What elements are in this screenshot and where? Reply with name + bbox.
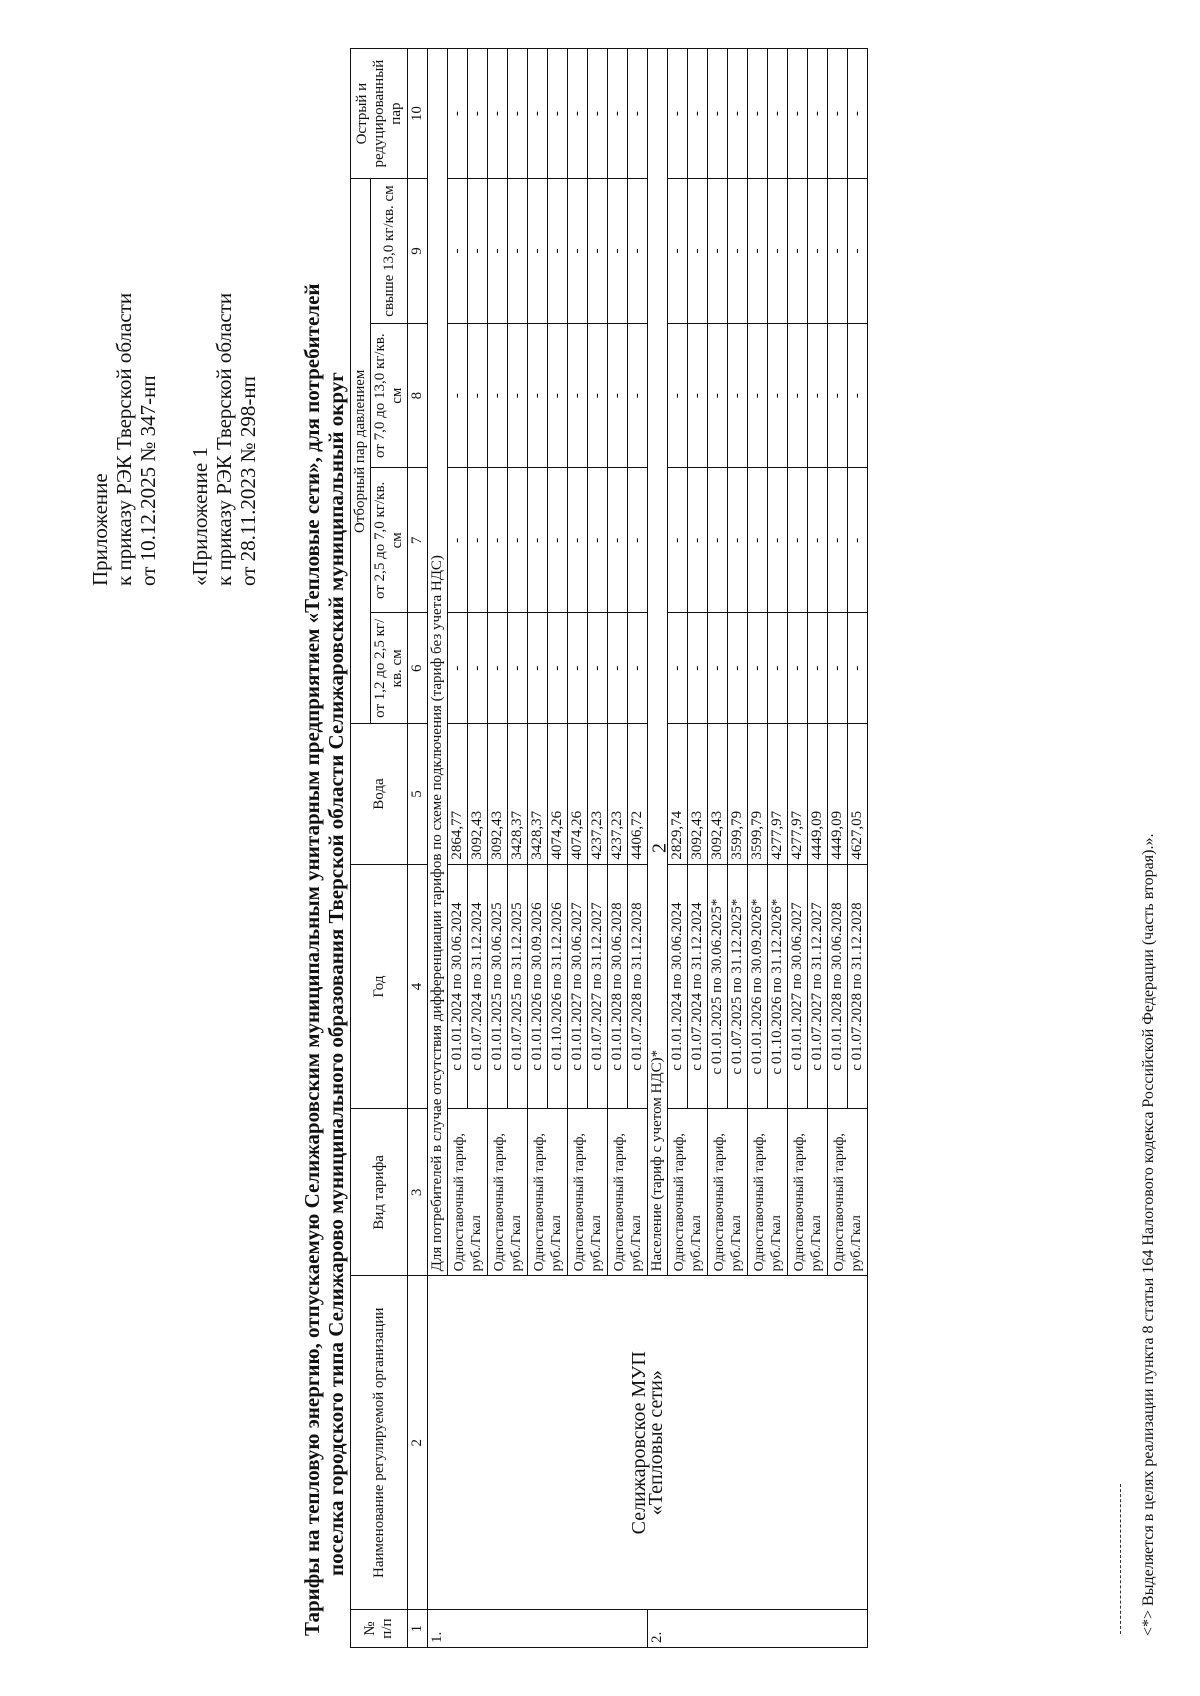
dash-value: - [468, 49, 488, 179]
water-value: 3092,43 [488, 724, 508, 864]
dash-value: - [728, 323, 748, 468]
appendix-line: «Приложение 1 [188, 447, 212, 586]
col-number: 3 [408, 1109, 428, 1276]
header-steam-4: свыше 13,0 кг/кв. см [371, 179, 408, 324]
header-steam-3: от 7,0 до 13,0 кг/кв. см [371, 323, 408, 468]
section-caption: Население (тариф с учетом НДС)* [648, 49, 668, 1276]
dash-value: - [708, 179, 728, 324]
dash-value: - [828, 179, 848, 324]
period: с 01.01.2026 по 30.09.2026* [748, 864, 768, 1109]
dash-value: - [788, 323, 808, 468]
period: с 01.10.2026 по 31.12.2026 [548, 864, 568, 1109]
dash-value: - [528, 49, 548, 179]
period: с 01.01.2026 по 30.09.2026 [528, 864, 548, 1109]
period: с 01.01.2027 по 30.06.2027 [568, 864, 588, 1109]
dash-value: - [608, 468, 628, 613]
tariff-type: Одноставочный тариф, руб./Гкал [528, 1109, 568, 1276]
dash-value: - [768, 179, 788, 324]
dash-value: - [668, 49, 688, 179]
appendix-line: к приказу РЭК Тверской области [212, 292, 236, 586]
period: с 01.01.2024 по 30.06.2024 [448, 864, 468, 1109]
dash-value: - [848, 613, 868, 724]
water-value: 4277,97 [788, 724, 808, 864]
dash-value: - [568, 468, 588, 613]
dash-value: - [528, 613, 548, 724]
dash-value: - [508, 179, 528, 324]
dash-value: - [788, 613, 808, 724]
water-value: 4449,09 [828, 724, 848, 864]
period: с 01.07.2028 по 31.12.2028 [628, 864, 648, 1109]
dash-value: - [828, 49, 848, 179]
dash-value: - [768, 49, 788, 179]
period: с 01.07.2025 по 31.12.2025 [508, 864, 528, 1109]
dash-value: - [788, 49, 808, 179]
dash-value: - [488, 49, 508, 179]
tariff-type: Одноставочный тариф, руб./Гкал [788, 1109, 828, 1276]
appendix-header [88, 26, 260, 586]
dash-value: - [708, 323, 728, 468]
water-value: 4627,05 [848, 724, 868, 864]
dash-value: - [448, 323, 468, 468]
dash-value: - [448, 179, 468, 324]
water-value: 3428,37 [508, 724, 528, 864]
dash-value: - [608, 49, 628, 179]
dash-value: - [628, 179, 648, 324]
water-value: 3092,43 [468, 724, 488, 864]
dash-value: - [548, 323, 568, 468]
appendix-line: от 28.11.2023 № 298-нп [236, 376, 260, 586]
period: с 01.01.2025 по 30.06.2025 [488, 864, 508, 1109]
dash-value: - [668, 468, 688, 613]
header-steam-2: от 2,5 до 7,0 кг/кв. см [371, 468, 408, 613]
tariff-table [350, 48, 868, 1648]
dash-value: - [668, 613, 688, 724]
dash-value: - [848, 49, 868, 179]
dash-value: - [488, 323, 508, 468]
period: с 01.07.2025 по 31.12.2025* [728, 864, 748, 1109]
footnote-divider [1120, 1484, 1121, 1634]
col-number: 8 [408, 323, 428, 468]
tariff-type: Одноставочный тариф, руб./Гкал [748, 1109, 788, 1276]
dash-value: - [768, 323, 788, 468]
dash-value: - [628, 613, 648, 724]
dash-value: - [808, 323, 828, 468]
water-value: 3599,79 [748, 724, 768, 864]
water-value: 4277,97 [768, 724, 788, 864]
dash-value: - [528, 468, 548, 613]
dash-value: - [808, 613, 828, 724]
tariff-type: Одноставочный тариф, руб./Гкал [488, 1109, 528, 1276]
dash-value: - [608, 613, 628, 724]
period: с 01.07.2028 по 31.12.2028 [848, 864, 868, 1109]
dash-value: - [728, 49, 748, 179]
period: с 01.01.2025 по 30.06.2025* [708, 864, 728, 1109]
dash-value: - [508, 323, 528, 468]
dash-value: - [708, 49, 728, 179]
dash-value: - [688, 613, 708, 724]
header-num: № п/п [351, 1610, 408, 1648]
water-value: 3092,43 [688, 724, 708, 864]
dash-value: - [508, 49, 528, 179]
header-steam-1: от 1,2 до 2,5 кг/кв. см [371, 613, 408, 724]
dash-value: - [488, 613, 508, 724]
dash-value: - [548, 49, 568, 179]
tariff-type: Одноставочный тариф, руб./Гкал [668, 1109, 708, 1276]
col-number: 6 [408, 613, 428, 724]
header-tariff-type: Вид тарифа [351, 1109, 408, 1276]
col-number: 4 [408, 864, 428, 1109]
period: с 01.01.2028 по 30.06.2028 [828, 864, 848, 1109]
dash-value: - [488, 179, 508, 324]
dash-value: - [808, 49, 828, 179]
header-steam-group: Отборный пар давлением [351, 179, 371, 724]
dash-value: - [468, 323, 488, 468]
dash-value: - [488, 468, 508, 613]
dash-value: - [548, 179, 568, 324]
title-line: Тарифы на тепловую энергию, отпускаемую Селижаровским муниципальным унитарным предприятием «Тепловые сети», для потребителей [300, 283, 324, 1636]
water-value: 4406,72 [628, 724, 648, 864]
dash-value: - [788, 179, 808, 324]
header-organization: Наименование регулируемой организации [351, 1276, 408, 1610]
dash-value: - [708, 613, 728, 724]
period: с 01.01.2028 по 30.06.2028 [608, 864, 628, 1109]
dash-value: - [448, 613, 468, 724]
dash-value: - [828, 468, 848, 613]
water-value: 4449,09 [808, 724, 828, 864]
appendix-line: от 10.12.2025 № 347-нп [136, 375, 160, 586]
dash-value: - [588, 613, 608, 724]
tariff-type: Одноставочный тариф, руб./Гкал [608, 1109, 648, 1276]
dash-value: - [528, 323, 548, 468]
header-water: Вода [351, 724, 408, 864]
section-number: 2. [648, 1610, 868, 1648]
period: с 01.01.2027 по 30.06.2027 [788, 864, 808, 1109]
water-value: 4237,23 [608, 724, 628, 864]
dash-value: - [568, 323, 588, 468]
dash-value: - [848, 323, 868, 468]
dash-value: - [688, 323, 708, 468]
dash-value: - [808, 179, 828, 324]
dash-value: - [828, 323, 848, 468]
dash-value: - [728, 468, 748, 613]
col-number: 5 [408, 724, 428, 864]
dash-value: - [588, 323, 608, 468]
tariff-type: Одноставочный тариф, руб./Гкал [568, 1109, 608, 1276]
dash-value: - [848, 179, 868, 324]
dash-value: - [748, 49, 768, 179]
dash-value: - [468, 468, 488, 613]
dash-value: - [848, 468, 868, 613]
dash-value: - [528, 179, 548, 324]
col-number: 9 [408, 179, 428, 324]
dash-value: - [828, 613, 848, 724]
tariff-type: Одноставочный тариф, руб./Гкал [708, 1109, 748, 1276]
period: с 01.01.2024 по 30.06.2024 [668, 864, 688, 1109]
organization-name: Селижаровское МУП «Тепловые сети» [428, 1276, 868, 1610]
dash-value: - [688, 468, 708, 613]
period: с 01.07.2024 по 31.12.2024 [688, 864, 708, 1109]
tariff-type: Одноставочный тариф, руб./Гкал [448, 1109, 488, 1276]
dash-value: - [548, 613, 568, 724]
dash-value: - [748, 468, 768, 613]
document-title [300, 0, 348, 1636]
dash-value: - [748, 613, 768, 724]
dash-value: - [448, 49, 468, 179]
period: с 01.07.2024 по 31.12.2024 [468, 864, 488, 1109]
dash-value: - [628, 323, 648, 468]
period: с 01.07.2027 по 31.12.2027 [808, 864, 828, 1109]
water-value: 2829,74 [668, 724, 688, 864]
dash-value: - [748, 179, 768, 324]
appendix-line: к приказу РЭК Тверской области [112, 292, 136, 586]
dash-value: - [568, 179, 588, 324]
dash-value: - [608, 179, 628, 324]
water-value: 3599,79 [728, 724, 748, 864]
water-value: 3428,37 [528, 724, 548, 864]
period: с 01.07.2027 по 31.12.2027 [588, 864, 608, 1109]
water-value: 4237,23 [588, 724, 608, 864]
footnote: <*> Выделяется в целях реализации пункта 8 статьи 164 Налогового кодекса Российской Федерации (часть вторая).». [1140, 833, 1157, 1636]
dash-value: - [668, 179, 688, 324]
dash-value: - [728, 179, 748, 324]
dash-value: - [708, 468, 728, 613]
dash-value: - [728, 613, 748, 724]
dash-value: - [768, 468, 788, 613]
header-sharp-steam: Острый и редуцированный пар [351, 49, 408, 179]
dash-value: - [588, 179, 608, 324]
col-number: 10 [408, 49, 428, 179]
dash-value: - [748, 323, 768, 468]
dash-value: - [468, 179, 488, 324]
water-value: 3092,43 [708, 724, 728, 864]
section-caption: Для потребителей в случае отсутствия дифференциации тарифов по схеме подключения (тариф без учета НДС) [428, 49, 448, 1276]
dash-value: - [808, 468, 828, 613]
dash-value: - [548, 468, 568, 613]
water-value: 2864,77 [448, 724, 468, 864]
header-year: Год [351, 864, 408, 1109]
dash-value: - [608, 323, 628, 468]
dash-value: - [688, 49, 708, 179]
appendix-line: Приложение [88, 473, 112, 586]
water-value: 4074,26 [568, 724, 588, 864]
dash-value: - [768, 613, 788, 724]
section-number: 1. [428, 1610, 648, 1648]
dash-value: - [508, 613, 528, 724]
dash-value: - [508, 468, 528, 613]
col-number: 7 [408, 468, 428, 613]
dash-value: - [568, 49, 588, 179]
dash-value: - [628, 468, 648, 613]
col-number: 1 [408, 1610, 428, 1648]
dash-value: - [668, 323, 688, 468]
dash-value: - [568, 613, 588, 724]
dash-value: - [468, 613, 488, 724]
dash-value: - [588, 49, 608, 179]
period: с 01.10.2026 по 31.12.2026* [768, 864, 788, 1109]
dash-value: - [788, 468, 808, 613]
dash-value: - [628, 49, 648, 179]
page-number: 2 [648, 843, 671, 853]
tariff-type: Одноставочный тариф, руб./Гкал [828, 1109, 868, 1276]
col-number: 2 [408, 1276, 428, 1610]
water-value: 4074,26 [548, 724, 568, 864]
dash-value: - [588, 468, 608, 613]
dash-value: - [688, 179, 708, 324]
title-line: поселка городского типа Селижарово муниципального образования Тверской области Селижаровский муниципальный округ [324, 372, 348, 1576]
dash-value: - [448, 468, 468, 613]
